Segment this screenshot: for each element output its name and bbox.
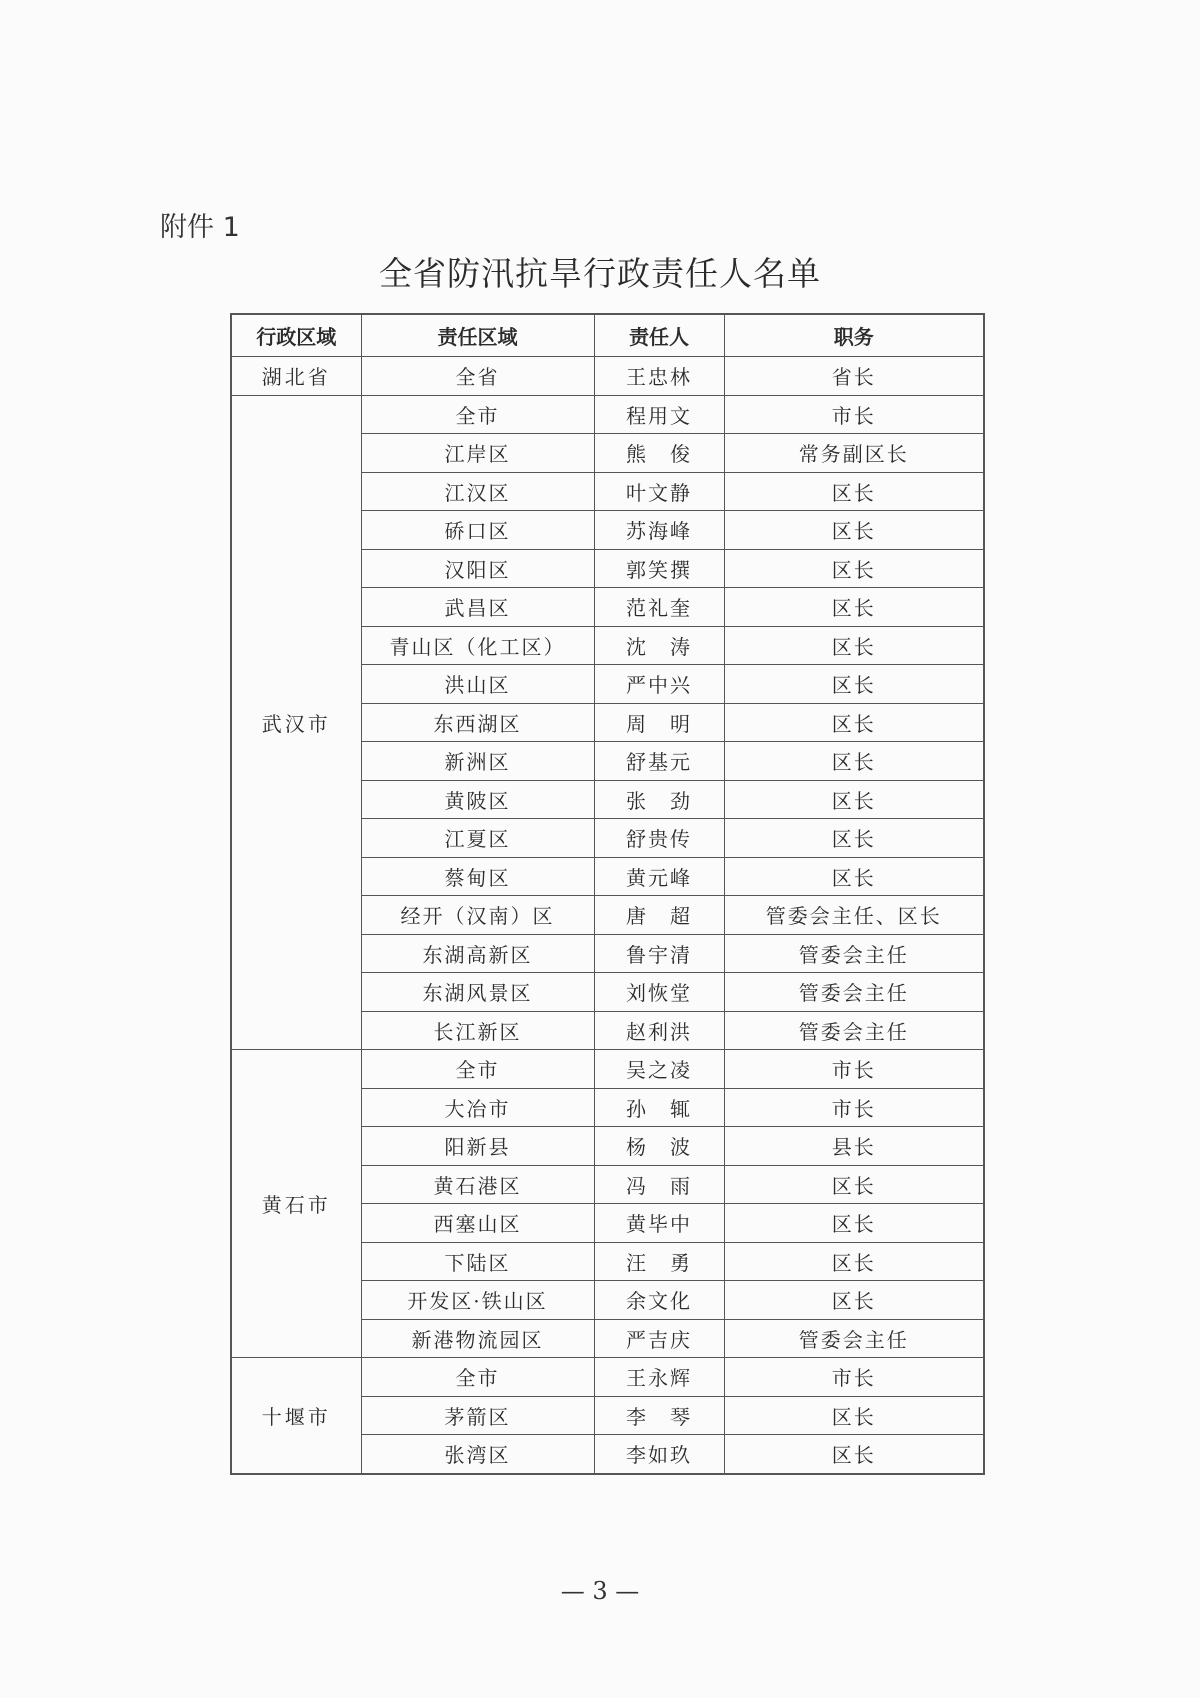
title-cell: 市长 xyxy=(724,1358,984,1397)
table-body xyxy=(231,357,984,1474)
person-cell: 张 劲 xyxy=(594,780,724,819)
title-cell: 区长 xyxy=(724,472,984,511)
title-cell: 常务副区长 xyxy=(724,434,984,473)
title-cell: 区长 xyxy=(724,549,984,588)
region-cell: 湖北省 xyxy=(231,357,361,396)
title-cell: 县长 xyxy=(724,1127,984,1166)
title-cell: 市长 xyxy=(724,395,984,434)
attachment-label: 附件 1 xyxy=(160,212,240,243)
person-cell: 周 明 xyxy=(594,703,724,742)
region-cell: 十堰市 xyxy=(231,1358,361,1474)
person-cell: 范礼奎 xyxy=(594,588,724,627)
title-cell: 区长 xyxy=(724,588,984,627)
header-title: 职务 xyxy=(724,314,984,357)
person-cell: 程用文 xyxy=(594,395,724,434)
page-number: — 3 — xyxy=(560,1577,640,1605)
area-cell: 开发区·铁山区 xyxy=(361,1281,594,1320)
person-cell: 熊 俊 xyxy=(594,434,724,473)
table-row xyxy=(231,1050,984,1089)
person-cell: 叶文静 xyxy=(594,472,724,511)
person-cell: 黄元峰 xyxy=(594,857,724,896)
person-cell: 李如玖 xyxy=(594,1435,724,1474)
person-cell: 严中兴 xyxy=(594,665,724,704)
area-cell: 青山区（化工区） xyxy=(361,626,594,665)
area-cell: 蔡甸区 xyxy=(361,857,594,896)
person-cell: 冯 雨 xyxy=(594,1165,724,1204)
area-cell: 东西湖区 xyxy=(361,703,594,742)
person-cell: 王永辉 xyxy=(594,1358,724,1397)
title-cell: 区长 xyxy=(724,1435,984,1474)
person-cell: 吴之凌 xyxy=(594,1050,724,1089)
title-cell: 区长 xyxy=(724,626,984,665)
area-cell: 东湖高新区 xyxy=(361,934,594,973)
area-cell: 西塞山区 xyxy=(361,1204,594,1243)
area-cell: 黄陂区 xyxy=(361,780,594,819)
header-area: 责任区域 xyxy=(361,314,594,357)
area-cell: 江汉区 xyxy=(361,472,594,511)
person-cell: 舒基元 xyxy=(594,742,724,781)
person-cell: 汪 勇 xyxy=(594,1242,724,1281)
person-cell: 鲁宇清 xyxy=(594,934,724,973)
title-cell: 市长 xyxy=(724,1050,984,1089)
table-row xyxy=(231,395,984,434)
document-title: 全省防汛抗旱行政责任人名单 xyxy=(379,254,821,293)
area-cell: 武昌区 xyxy=(361,588,594,627)
title-cell: 区长 xyxy=(724,1396,984,1435)
person-cell: 赵利洪 xyxy=(594,1011,724,1050)
area-cell: 全市 xyxy=(361,1358,594,1397)
table-header-row xyxy=(231,314,984,357)
title-cell: 区长 xyxy=(724,742,984,781)
area-cell: 长江新区 xyxy=(361,1011,594,1050)
person-cell: 唐 超 xyxy=(594,896,724,935)
table-row xyxy=(231,1358,984,1397)
title-cell: 区长 xyxy=(724,857,984,896)
person-cell: 余文化 xyxy=(594,1281,724,1320)
person-cell: 刘恢堂 xyxy=(594,973,724,1012)
table-row xyxy=(231,357,984,396)
title-cell: 区长 xyxy=(724,511,984,550)
title-cell: 区长 xyxy=(724,1242,984,1281)
area-cell: 江夏区 xyxy=(361,819,594,858)
person-cell: 杨 波 xyxy=(594,1127,724,1166)
person-cell: 沈 涛 xyxy=(594,626,724,665)
person-cell: 严吉庆 xyxy=(594,1319,724,1358)
area-cell: 新港物流园区 xyxy=(361,1319,594,1358)
area-cell: 下陆区 xyxy=(361,1242,594,1281)
region-cell: 黄石市 xyxy=(231,1050,361,1358)
title-cell: 区长 xyxy=(724,819,984,858)
area-cell: 茅箭区 xyxy=(361,1396,594,1435)
region-cell: 武汉市 xyxy=(231,395,361,1050)
area-cell: 东湖风景区 xyxy=(361,973,594,1012)
title-cell: 市长 xyxy=(724,1088,984,1127)
area-cell: 硚口区 xyxy=(361,511,594,550)
person-cell: 苏海峰 xyxy=(594,511,724,550)
person-cell: 郭笑撰 xyxy=(594,549,724,588)
area-cell: 黄石港区 xyxy=(361,1165,594,1204)
person-cell: 孙 辄 xyxy=(594,1088,724,1127)
title-cell: 区长 xyxy=(724,780,984,819)
area-cell: 全省 xyxy=(361,357,594,396)
title-cell: 管委会主任 xyxy=(724,1319,984,1358)
person-cell: 王忠林 xyxy=(594,357,724,396)
title-cell: 管委会主任、区长 xyxy=(724,896,984,935)
person-cell: 黄毕中 xyxy=(594,1204,724,1243)
title-cell: 管委会主任 xyxy=(724,1011,984,1050)
area-cell: 阳新县 xyxy=(361,1127,594,1166)
responsibility-table xyxy=(230,313,985,1475)
area-cell: 新洲区 xyxy=(361,742,594,781)
title-cell: 管委会主任 xyxy=(724,934,984,973)
title-cell: 省长 xyxy=(724,357,984,396)
title-cell: 管委会主任 xyxy=(724,973,984,1012)
person-cell: 李 琴 xyxy=(594,1396,724,1435)
area-cell: 全市 xyxy=(361,395,594,434)
area-cell: 全市 xyxy=(361,1050,594,1089)
title-cell: 区长 xyxy=(724,703,984,742)
area-cell: 江岸区 xyxy=(361,434,594,473)
person-cell: 舒贵传 xyxy=(594,819,724,858)
title-cell: 区长 xyxy=(724,1281,984,1320)
title-cell: 区长 xyxy=(724,1204,984,1243)
area-cell: 洪山区 xyxy=(361,665,594,704)
title-cell: 区长 xyxy=(724,1165,984,1204)
title-cell: 区长 xyxy=(724,665,984,704)
area-cell: 大冶市 xyxy=(361,1088,594,1127)
area-cell: 经开（汉南）区 xyxy=(361,896,594,935)
area-cell: 张湾区 xyxy=(361,1435,594,1474)
header-person: 责任人 xyxy=(594,314,724,357)
header-region: 行政区域 xyxy=(231,314,361,357)
area-cell: 汉阳区 xyxy=(361,549,594,588)
